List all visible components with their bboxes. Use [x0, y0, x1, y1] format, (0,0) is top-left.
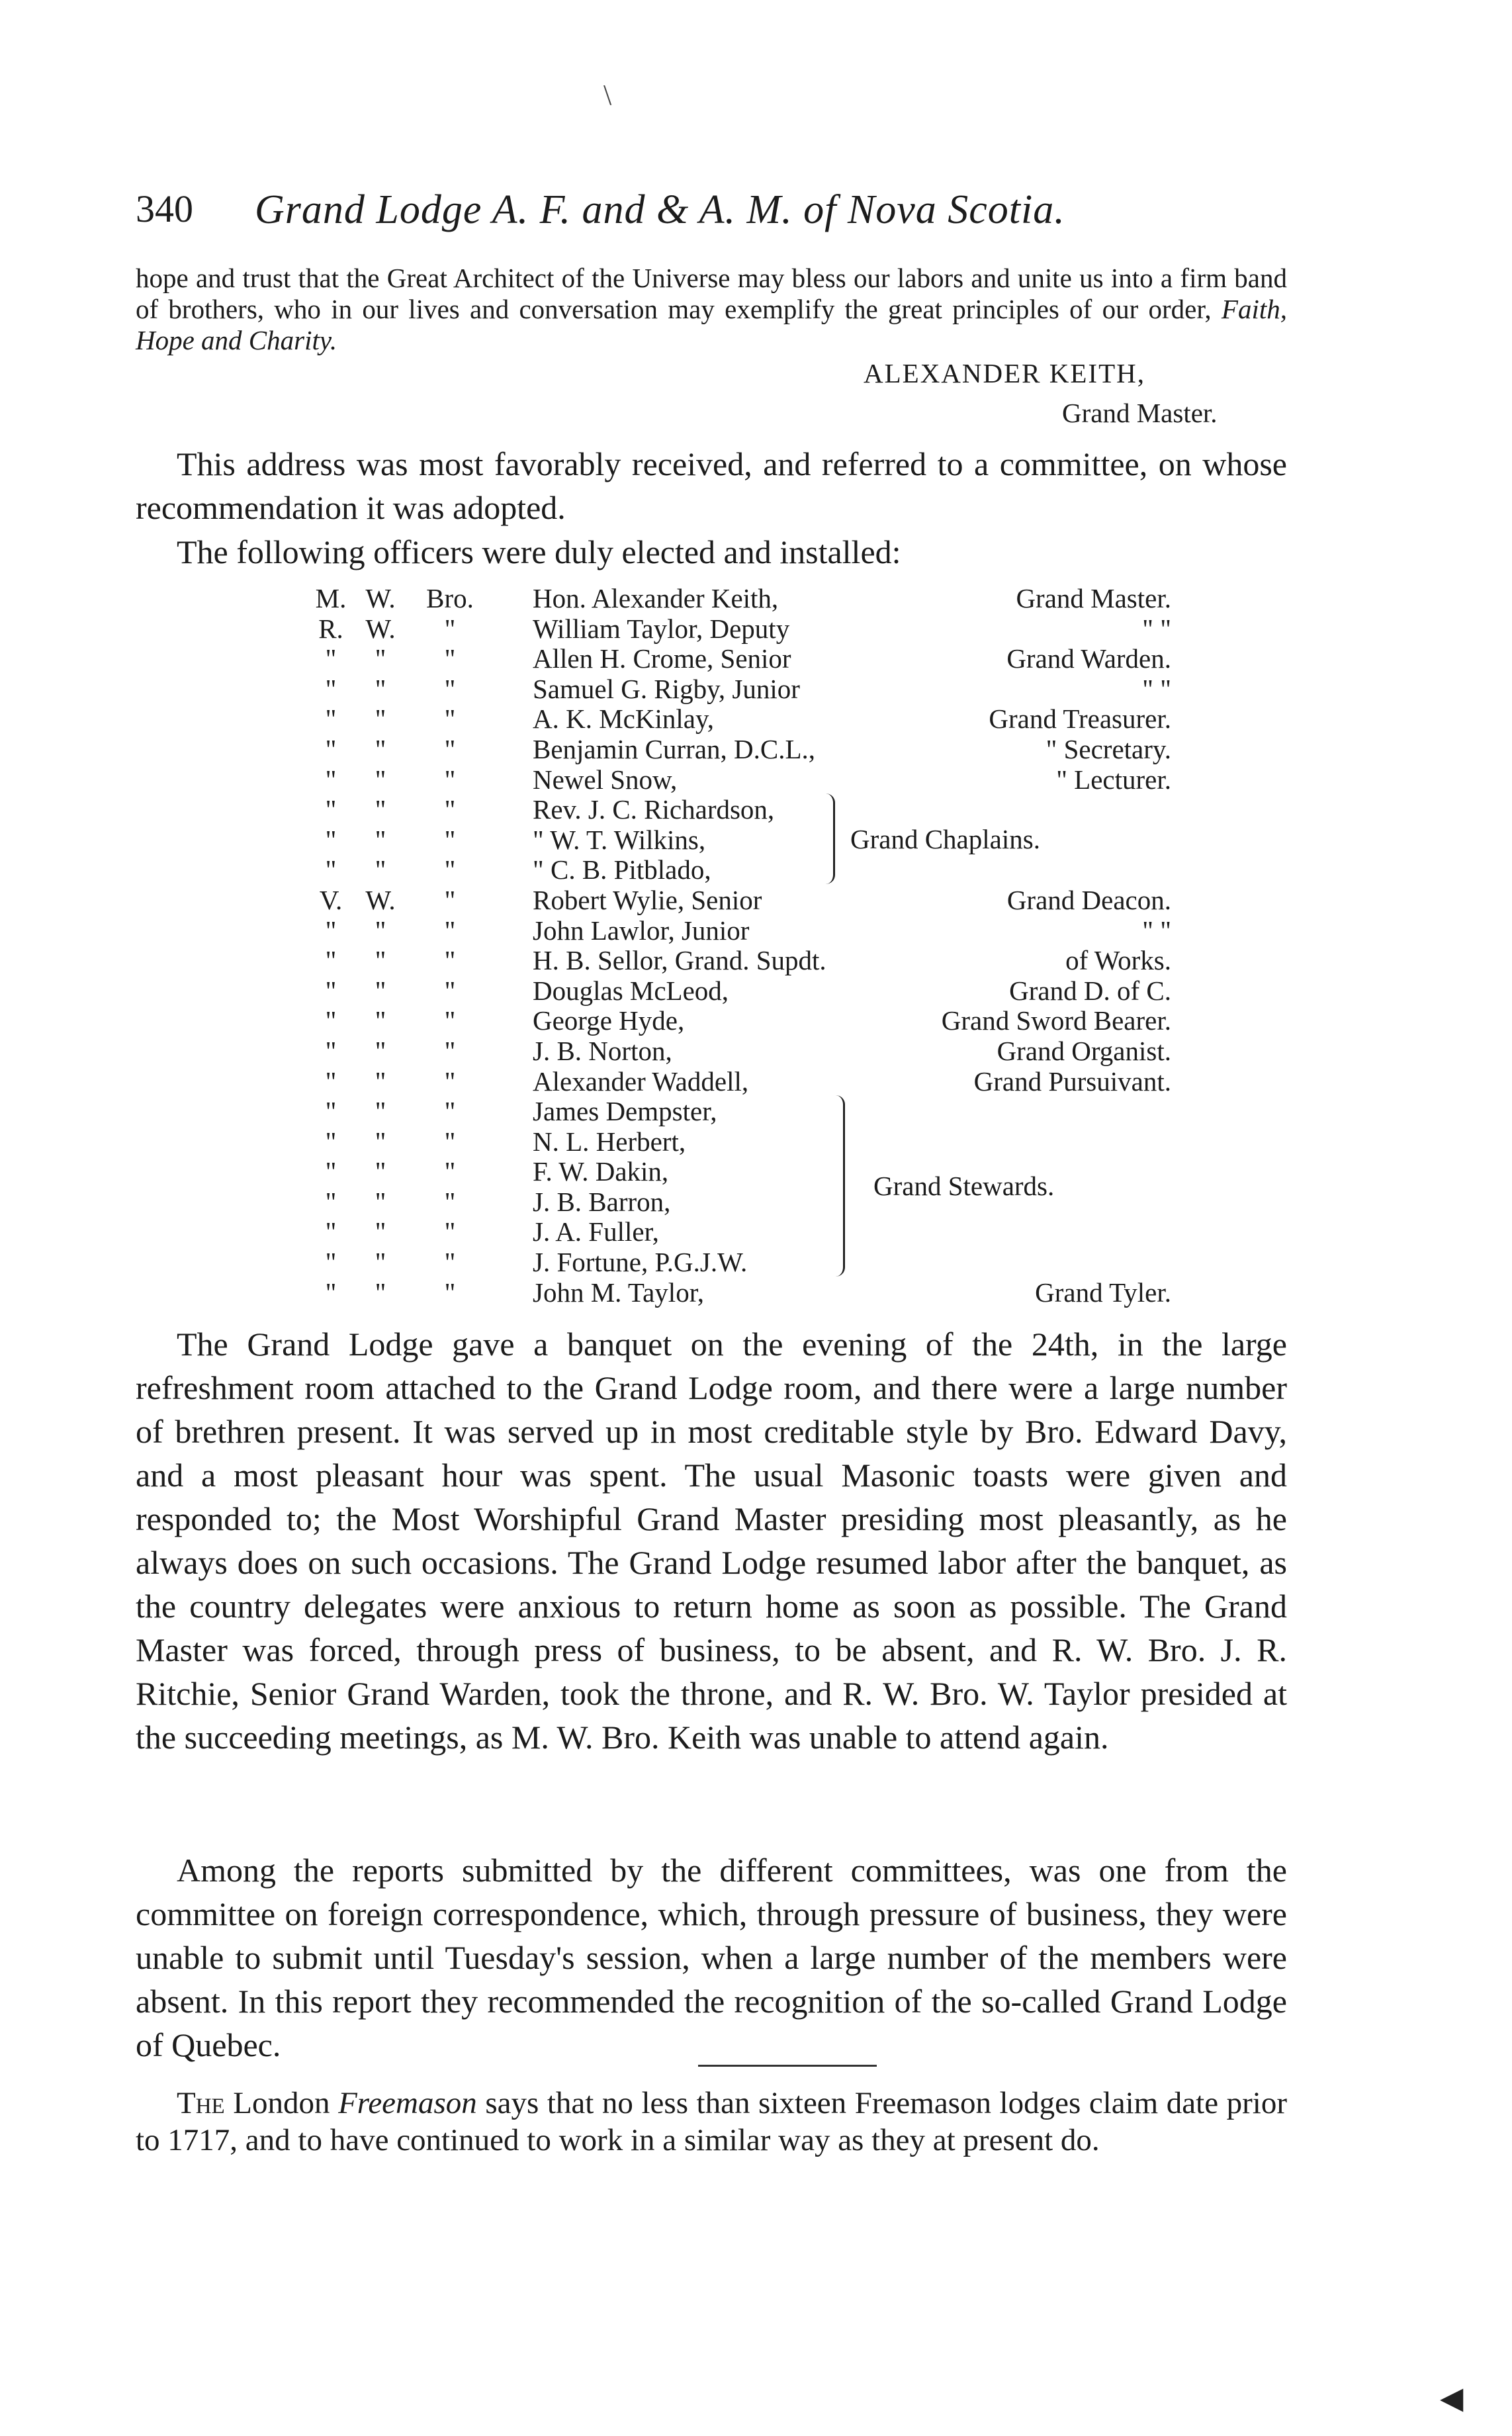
paragraph-note [136, 2085, 1287, 2159]
paragraph-officers-intro: The following officers were duly elected and installed: [177, 533, 901, 570]
officer-rank: " [325, 764, 337, 795]
officer-name: J. B. Barron, [533, 1186, 671, 1217]
officer-name: J. A. Fuller, [533, 1216, 659, 1247]
officer-name: Alexander Waddell, [533, 1065, 749, 1097]
officer-name: William Taylor, Deputy [533, 613, 790, 644]
officer-office: Grand Treasurer. [989, 703, 1171, 735]
officer-name: John Lawlor, Junior [533, 915, 750, 946]
officer-worship: " [375, 975, 386, 1006]
page-header [136, 187, 1287, 240]
officer-bro: " [444, 673, 456, 704]
officer-name: Newel Snow, [533, 764, 678, 795]
officers-list [311, 582, 1171, 1306]
officer-worship: " [375, 703, 386, 735]
officer-worship: " [375, 673, 386, 704]
officer-row [311, 582, 1171, 613]
officer-row [311, 764, 1171, 794]
officer-rank: " [325, 915, 337, 946]
officer-worship: " [375, 794, 386, 825]
officer-row [311, 1005, 1171, 1035]
officer-office: Grand Warden. [1006, 643, 1171, 674]
officer-worship: W. [365, 613, 396, 644]
opening-paragraph [136, 263, 1287, 356]
officer-bro: " [444, 1126, 456, 1157]
officer-rank: " [325, 1247, 337, 1278]
signature-name: ALEXANDER KEITH, [864, 358, 1145, 388]
officer-bro: Bro. [426, 583, 474, 613]
officer-worship: " [375, 1247, 386, 1278]
officer-bro: " [444, 915, 456, 946]
officer-rank: M. [315, 583, 347, 613]
chaplains-label: Grand Chaplains. [850, 823, 1040, 854]
officer-name: Rev. J. C. Richardson, [533, 794, 775, 825]
officer-worship: " [375, 945, 386, 976]
officer-worship: " [375, 1035, 386, 1066]
officer-rank: " [325, 733, 337, 764]
officer-row [311, 1277, 1171, 1307]
officer-office: Grand Tyler. [1035, 1277, 1171, 1308]
officer-bro: " [444, 1035, 456, 1066]
officer-bro: " [444, 1216, 456, 1247]
note-text-before: London [224, 2086, 339, 2120]
officer-row [311, 613, 1171, 643]
officer-worship: " [375, 733, 386, 764]
officer-rank: " [325, 1216, 337, 1247]
officer-bro: " [444, 733, 456, 764]
officer-row [311, 884, 1171, 915]
officer-worship: " [375, 1005, 386, 1036]
officer-worship: " [375, 824, 386, 855]
officer-bro: " [444, 613, 456, 644]
officer-office: Grand Organist. [997, 1035, 1171, 1066]
officer-row [311, 975, 1171, 1005]
officer-row [311, 643, 1171, 673]
officer-name: F. W. Dakin, [533, 1156, 669, 1187]
stewards-brace [830, 1095, 845, 1277]
officer-worship: " [375, 643, 386, 674]
officer-office: Grand D. of C. [1009, 975, 1171, 1006]
officer-rank: " [325, 703, 337, 735]
officer-worship: W. [365, 884, 396, 915]
officer-row [311, 915, 1171, 945]
motto: Faith, Hope and Charity. [136, 294, 1287, 355]
officer-rank: " [325, 1035, 337, 1066]
officer-office: Grand Pursuivant. [973, 1065, 1171, 1097]
officer-bro: " [444, 1065, 456, 1097]
officer-row [311, 1216, 1171, 1246]
officer-office: " Secretary. [1045, 733, 1171, 764]
officer-office: Grand Sword Bearer. [941, 1005, 1171, 1036]
officer-rank: V. [319, 884, 343, 915]
officer-row [311, 703, 1171, 733]
officer-rank: " [325, 1126, 337, 1157]
officer-bro: " [444, 975, 456, 1006]
stewards-label: Grand Stewards. [873, 1171, 1055, 1201]
officer-rank: " [325, 975, 337, 1006]
officer-bro: " [444, 794, 456, 825]
officer-office: " Lecturer. [1056, 764, 1171, 795]
officer-worship: " [375, 1216, 386, 1247]
officer-bro: " [444, 1247, 456, 1278]
officer-row [311, 824, 1171, 854]
officer-row [311, 733, 1171, 764]
officer-name: Hon. Alexander Keith, [533, 583, 779, 613]
officer-office: " " [1142, 613, 1171, 644]
officer-bro: " [444, 884, 456, 915]
officer-office: Grand Master. [1016, 583, 1171, 613]
officer-rank: " [325, 854, 337, 885]
officer-office: Grand Deacon. [1006, 884, 1171, 915]
signature-title: Grand Master. [1062, 398, 1218, 428]
officer-rank: " [325, 794, 337, 825]
opening-text: hope and trust that the Great Architect of the Universe may bless our labors and unite us into a firm band of brothers, who in our lives and conversation may exemplify the great principles of our order, [136, 263, 1287, 324]
officer-rank: " [325, 1065, 337, 1097]
officer-bro: " [444, 824, 456, 855]
corner-mark: ◀ [1440, 2381, 1464, 2415]
officer-row [311, 1095, 1171, 1126]
officer-row [311, 854, 1171, 884]
officer-name: Robert Wylie, Senior [533, 884, 762, 915]
section-divider [698, 2065, 877, 2067]
officer-name: James Dempster, [533, 1096, 717, 1127]
officer-bro: " [444, 1156, 456, 1187]
officer-name: N. L. Herbert, [533, 1126, 686, 1157]
officer-row [311, 944, 1171, 975]
officer-name: J. B. Norton, [533, 1035, 672, 1066]
officer-worship: " [375, 764, 386, 795]
officer-row [311, 1065, 1171, 1096]
officer-worship: " [375, 1156, 386, 1187]
officer-rank: " [325, 643, 337, 674]
officer-worship: " [375, 1096, 386, 1127]
note-publication: Freemason [338, 2086, 477, 2120]
officer-rank: " [325, 1277, 337, 1308]
officer-rank: " [325, 1096, 337, 1127]
officer-bro: " [444, 1186, 456, 1217]
officer-rank: R. [318, 613, 343, 644]
scan-mark: \ [603, 79, 612, 111]
officer-bro: " [444, 854, 456, 885]
officer-row [311, 1035, 1171, 1065]
officer-worship: " [375, 1186, 386, 1217]
officer-rank: " [325, 1186, 337, 1217]
officer-office: of Works. [1065, 945, 1171, 976]
officer-rank: " [325, 1156, 337, 1187]
officer-rank: " [325, 1005, 337, 1036]
officer-bro: " [444, 945, 456, 976]
officer-office: " " [1142, 673, 1171, 704]
officer-office: " " [1142, 915, 1171, 946]
chaplains-brace [821, 793, 835, 884]
officer-name: Benjamin Curran, D.C.L., [533, 733, 816, 764]
page-number: 340 [136, 187, 193, 230]
officer-row [311, 1126, 1171, 1156]
running-title: Grand Lodge A. F. and & A. M. of Nova Scotia. [255, 187, 1065, 232]
officer-worship: " [375, 915, 386, 946]
officer-name: George Hyde, [533, 1005, 685, 1036]
officer-rank: " [325, 673, 337, 704]
officer-bro: " [444, 703, 456, 735]
officer-name: Douglas McLeod, [533, 975, 729, 1006]
officer-row [311, 673, 1171, 703]
officer-bro: " [444, 1096, 456, 1127]
paragraph-address: This address was most favorably received, and referred to a committee, on whose recommendation it was adopted. [136, 445, 1287, 526]
officer-bro: " [444, 764, 456, 795]
officer-worship: " [375, 854, 386, 885]
officer-bro: " [444, 643, 456, 674]
note-text-after: says that no less than sixteen Freemason lodges claim date prior to 1717, and to have continued to work in a similar way as they at present do. [136, 2086, 1287, 2157]
officer-name: " W. T. Wilkins, [533, 824, 706, 855]
officer-worship: " [375, 1126, 386, 1157]
officer-rank: " [325, 945, 337, 976]
officer-name: " C. B. Pitblado, [533, 854, 711, 885]
officer-name: J. Fortune, P.G.J.W. [533, 1247, 748, 1278]
officer-bro: " [444, 1277, 456, 1308]
officer-worship: " [375, 1277, 386, 1308]
officer-name: A. K. McKinlay, [533, 703, 715, 735]
paragraph-banquet: The Grand Lodge gave a banquet on the evening of the 24th, in the large refreshment room attached to the Grand Lodge room, and there were a large number of brethren present. It was served up in most creditable style by Bro. Edward Davy, and a most pleasant hour was spent. The usual Masonic toasts were given and responded to; the Most Worshipful Grand Master presiding most pleasantly, as he always does on such occasions. The Grand Lodge resumed labor after the banquet, as the country delegates were anxious to return home as soon as possible. The Grand Master was forced, through press of business, to be absent, and R. W. Bro. J. R. Ritchie, Senior Grand Warden, took the throne, and R. W. Bro. W. Taylor presided at the succeeding meetings, as M. W. Bro. Keith was unable to attend again. [136, 1326, 1287, 1756]
officer-rank: " [325, 824, 337, 855]
note-lead: The [177, 2086, 225, 2120]
officer-name: Allen H. Crome, Senior [533, 643, 791, 674]
officer-name: John M. Taylor, [533, 1277, 704, 1308]
officer-worship: W. [365, 583, 396, 613]
officer-worship: " [375, 1065, 386, 1097]
officer-name: Samuel G. Rigby, Junior [533, 673, 800, 704]
officer-bro: " [444, 1005, 456, 1036]
officer-row [311, 793, 1171, 824]
paragraph-reports: Among the reports submitted by the different committees, was one from the committee on foreign correspondence, which, through pressure of business, they were unable to submit until Tuesday's session, when a large number of the members were absent. In this report they recommended the recognition of the so-called Grand Lodge of Quebec. [136, 1852, 1287, 2063]
officer-row [311, 1246, 1171, 1277]
officer-name: H. B. Sellor, Grand. Supdt. [533, 945, 826, 976]
